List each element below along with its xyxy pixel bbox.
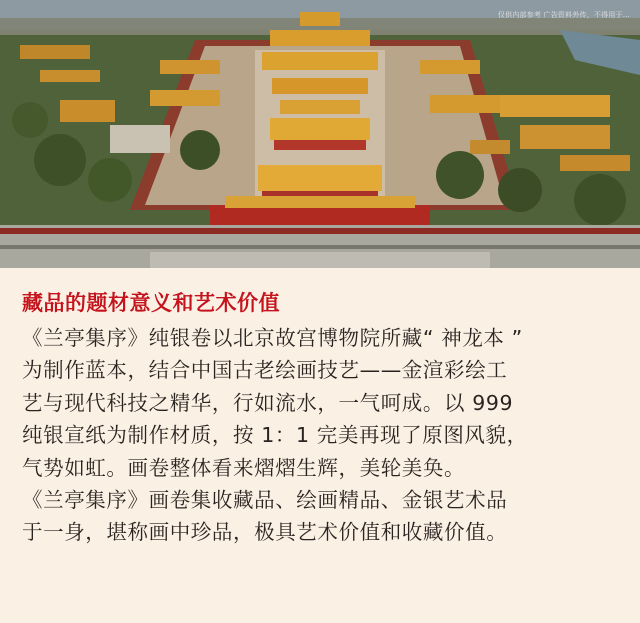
aerial-illustration — [0, 0, 640, 268]
body-line: 为制作蓝本，结合中国古老绘画技艺——金渲彩绘工 — [22, 358, 508, 383]
body-line: 纯银宣纸为制作材质，按 1：1 完美再现了原图风貌， — [22, 423, 528, 448]
section-heading: 藏品的题材意义和艺术价值 — [22, 291, 280, 315]
body-line: 于一身，堪称画中珍品，极具艺术价值和收藏价值。 — [22, 520, 508, 545]
body-line: 艺与现代科技之精华，行如流水，一气呵成。以 999 — [22, 390, 514, 415]
body-line: 《兰亭集序》画卷集收藏品、绘画精品、金银艺术品 — [22, 488, 508, 513]
forbidden-city-aerial-photo — [0, 0, 640, 268]
body-line: 《兰亭集序》纯银卷以北京故宫博物院所藏“ 神龙本 ” — [22, 326, 523, 350]
body-line: 气势如虹。画卷整体看来熠熠生辉，美轮美奂。 — [22, 455, 466, 480]
article — [22, 287, 622, 549]
article-body — [22, 322, 622, 549]
photo-caption: 仅供内部参考 广告资料外传，不得用于... — [497, 11, 630, 19]
